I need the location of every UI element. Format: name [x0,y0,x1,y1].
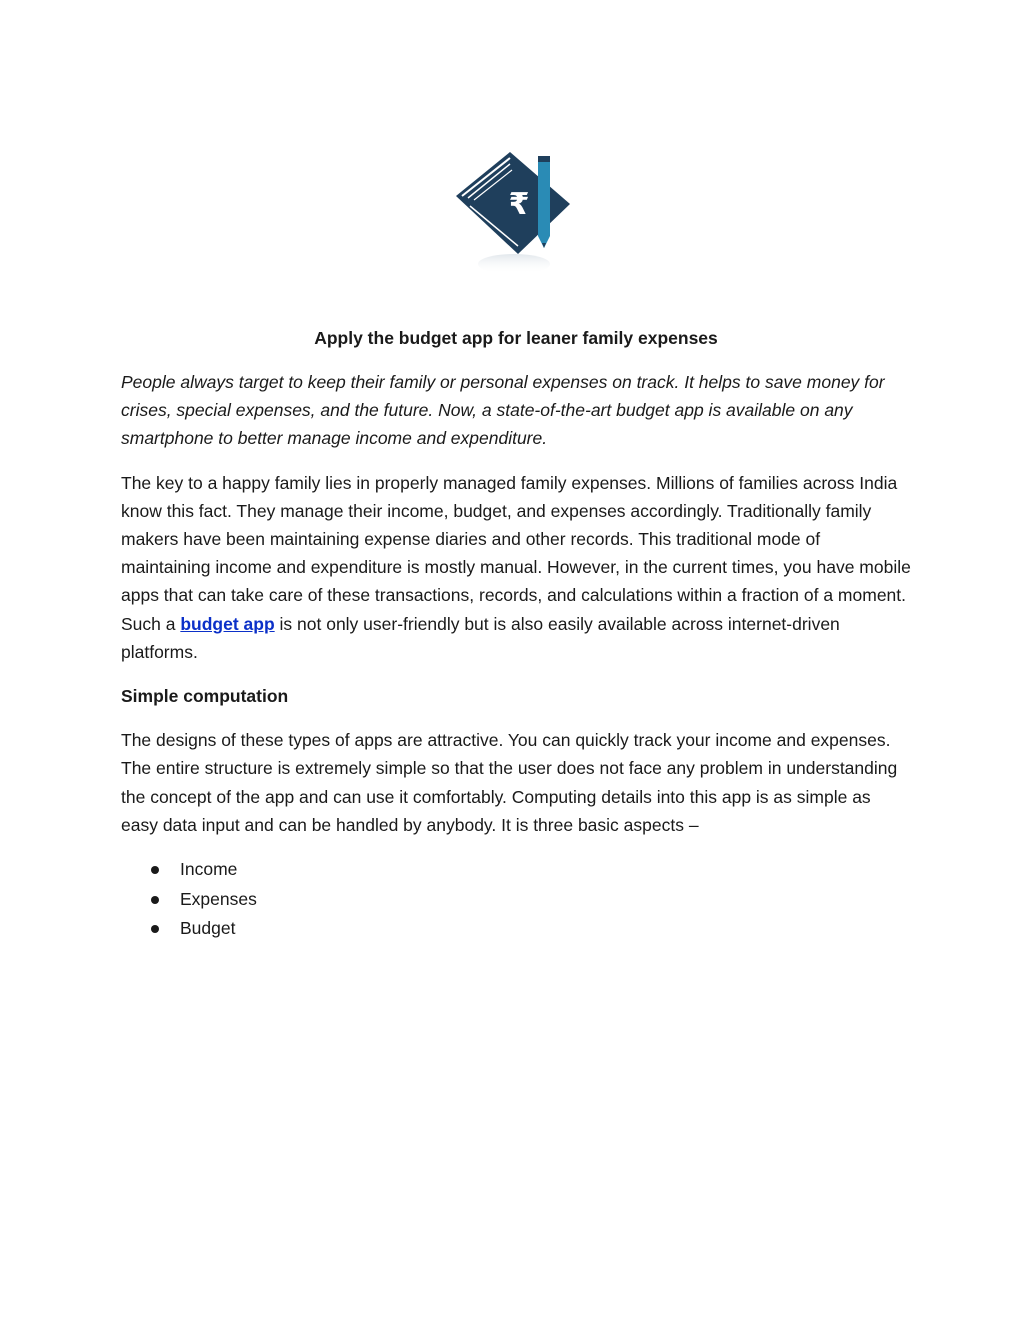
logo-rupee-symbol: ₹ [508,187,530,222]
bullet-icon [151,896,159,904]
document-title: Apply the budget app for leaner family expenses [314,328,718,348]
bullet-icon [151,925,159,933]
bullet-icon [151,866,159,874]
list-item [121,885,911,915]
list-item-label: Budget [180,918,236,939]
list-item-label: Expenses [180,888,257,909]
budget-app-link[interactable]: budget app [180,613,275,634]
section-heading: Simple computation [121,686,289,707]
list-item [121,914,911,944]
paragraph-text: The key to a happy family lies in properly managed family expenses. Millions of families across India know this fact. They manage their income, budget, and expenses accordingly. Traditionally family makers have been maintaining expense diaries and other records. This traditional mode of maintaining income and expenditure is mostly manual. However, in the current times, you have mobile apps that can take care of these transactions, records, and calculations within a fraction of a moment. Such a [121,472,911,634]
body-paragraph-2: The designs of these types of apps are attractive. You can quickly track your income and expenses. The entire structure is extremely simple so that the user does not face any problem in understanding the concept of the app and can use it comfortably. Computing details into this app is as simple as easy data input and can be handled by anybody. It is three basic aspects – [121,730,898,835]
body-paragraph-1 [121,469,911,666]
bullet-list [121,855,911,944]
list-item [121,855,911,885]
rupee-book-pencil-icon [448,146,576,278]
paragraph-text: is not only user-friendly but is also easily available across internet-driven platforms. [121,613,840,662]
intro-paragraph: People always target to keep their family or personal expenses on track. It helps to save money for crises, special expenses, and the future. Now, a state-of-the-art budget app is available on any smartphone to better manage income and expenditure. [121,372,885,449]
list-item-label: Income [180,859,238,880]
document-body [121,324,911,944]
